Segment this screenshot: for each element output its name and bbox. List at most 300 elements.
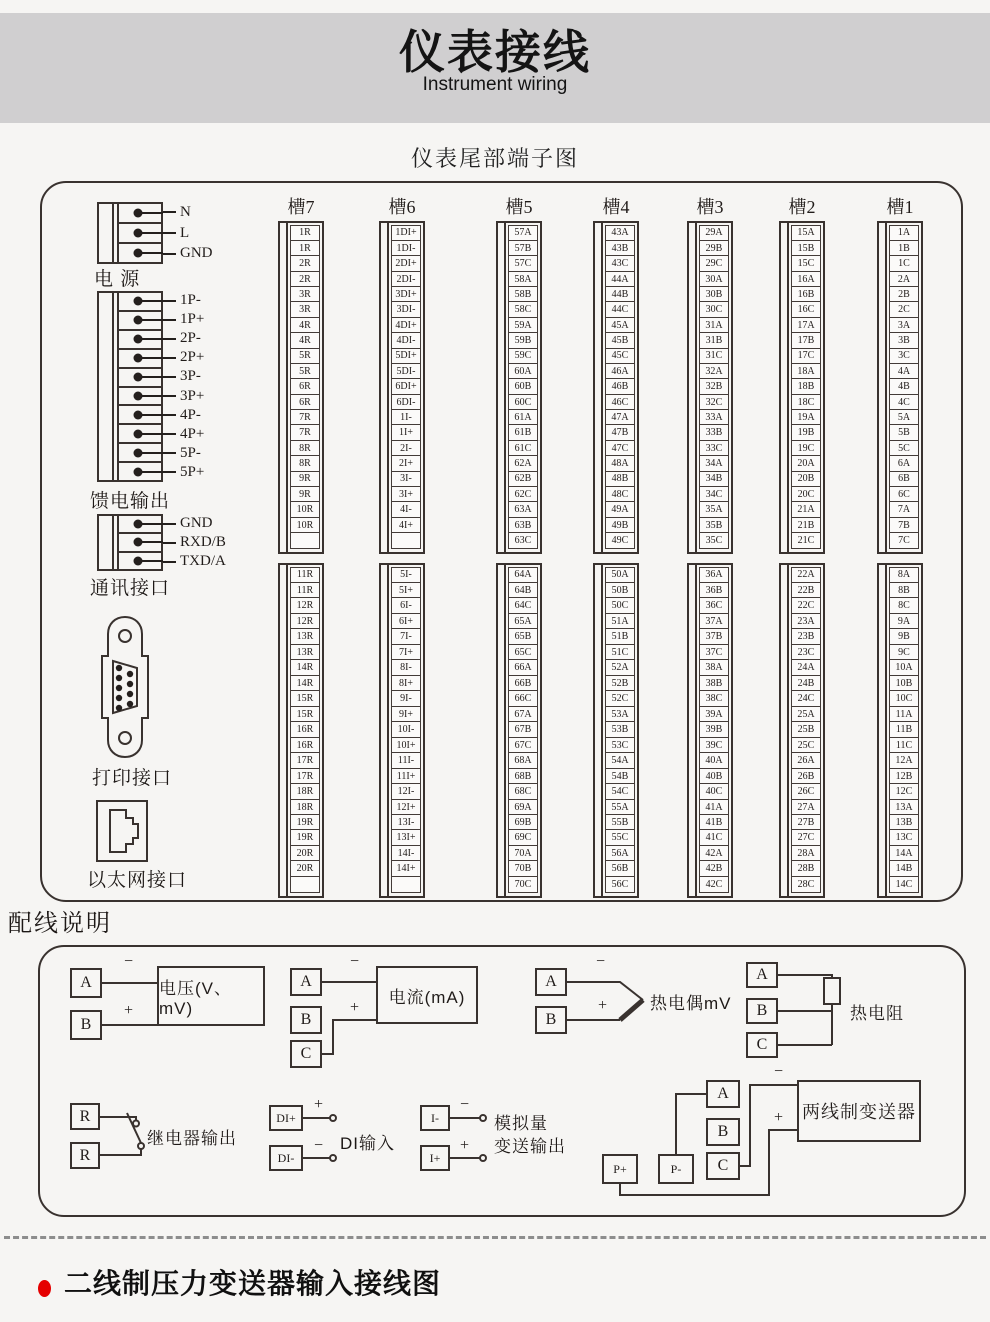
- terminal-cell: 39A: [699, 706, 729, 723]
- terminal-cell: 33B: [699, 424, 729, 441]
- terminal-cell: 41B: [699, 814, 729, 831]
- terminal-cell: 67B: [508, 721, 538, 738]
- terminal-cell: 34B: [699, 471, 729, 488]
- terminal-cell: 54C: [605, 783, 635, 800]
- slot-header-2: 槽2: [788, 197, 816, 217]
- lead-line: [163, 395, 176, 397]
- current-terminal-a: A: [290, 968, 322, 996]
- terminal-cell: 29B: [699, 240, 729, 257]
- terminal-cell: 17B: [791, 332, 821, 349]
- terminal-cell: 1R: [290, 225, 320, 242]
- slot2-lower-column: [779, 563, 825, 898]
- feed-cells: [119, 293, 161, 480]
- terminal-cell: 13I+: [391, 829, 421, 846]
- terminal-cell: 10I-: [391, 721, 421, 738]
- terminal-dot: [133, 391, 142, 400]
- terminal-cell: 24A: [791, 659, 821, 676]
- terminal-cell: 1I-: [391, 409, 421, 426]
- terminal-cell: 14R: [290, 675, 320, 692]
- slot4-lower-column: [593, 563, 639, 898]
- terminal-cell: 27C: [791, 829, 821, 846]
- terminal-label: N: [180, 203, 191, 220]
- terminal-cell: 64C: [508, 597, 538, 614]
- terminal-cell: 3DI+: [391, 286, 421, 303]
- terminal-cell: 42A: [699, 845, 729, 862]
- terminal-cell: 22A: [791, 567, 821, 584]
- terminal-cell: 46C: [605, 394, 635, 411]
- lead-line: [163, 357, 176, 359]
- terminal-cell: 16R: [290, 737, 320, 754]
- terminal-cell: 6C: [889, 486, 919, 503]
- terminal-cell: 11B: [889, 721, 919, 738]
- terminal-cell: 9A: [889, 613, 919, 630]
- slot-header-4: 槽4: [602, 197, 630, 217]
- column-spine: [280, 565, 288, 896]
- terminal-cell: 23A: [791, 613, 821, 630]
- terminal-cell: 16B: [791, 286, 821, 303]
- terminal-cell: 17R: [290, 768, 320, 785]
- terminal-cell: 61B: [508, 424, 538, 441]
- page-title: 仪表接线: [399, 26, 591, 78]
- terminal-cell: 46B: [605, 378, 635, 395]
- terminal-cell: 21A: [791, 501, 821, 518]
- terminal-cell: 29C: [699, 255, 729, 272]
- terminal-row: [163, 406, 204, 425]
- terminal-dot-cell: [119, 224, 161, 244]
- transmitter-p-plus-terminal: P+: [602, 1154, 638, 1184]
- terminal-cell: 69B: [508, 814, 538, 831]
- terminal-label: GND: [180, 245, 213, 262]
- terminal-cell: 13R: [290, 628, 320, 645]
- terminal-cell: 26C: [791, 783, 821, 800]
- terminal-cell: 61C: [508, 440, 538, 457]
- column-spine: [879, 565, 887, 896]
- lead-line: [163, 300, 176, 302]
- terminal-cell: 5R: [290, 363, 320, 380]
- slot6-lower-column: [379, 563, 425, 898]
- terminal-cell: 70A: [508, 845, 538, 862]
- terminal-cell: 3B: [889, 332, 919, 349]
- current-terminal-c: C: [290, 1040, 322, 1068]
- terminal-cell: 9I+: [391, 706, 421, 723]
- terminal-cell: 19C: [791, 440, 821, 457]
- terminal-cell: 55C: [605, 829, 635, 846]
- terminal-label: 4P-: [180, 406, 201, 423]
- rtd-terminal-a: A: [746, 962, 778, 988]
- terminal-cell: 52A: [605, 659, 635, 676]
- terminal-cell: 11A: [889, 706, 919, 723]
- terminal-cell: 23C: [791, 644, 821, 661]
- power-terminal-labels: [163, 202, 213, 264]
- terminal-cell: 66C: [508, 690, 538, 707]
- column-spine: [595, 223, 603, 552]
- terminal-dot: [133, 297, 142, 306]
- transmitter-p-minus-terminal: P-: [658, 1154, 694, 1184]
- terminal-cell: 18C: [791, 394, 821, 411]
- terminal-label: 2P+: [180, 349, 205, 366]
- terminal-cell: 43A: [605, 225, 635, 242]
- analog-plus-sign: +: [460, 1137, 470, 1154]
- voltage-plus-sign: +: [124, 1002, 134, 1019]
- lead-line: [163, 376, 176, 378]
- terminal-cell: 65C: [508, 644, 538, 661]
- di-plus-terminal: DI+: [269, 1105, 303, 1131]
- terminal-cell: 56C: [605, 876, 635, 893]
- terminal-cell: 70B: [508, 860, 538, 877]
- terminal-cell: 11C: [889, 737, 919, 754]
- di-minus-sign: −: [314, 1137, 324, 1154]
- terminal-cell: 30A: [699, 271, 729, 288]
- block-spine: [99, 293, 114, 480]
- slot5-lower-column: [496, 563, 542, 898]
- terminal-cell: 36C: [699, 597, 729, 614]
- column-spine: [280, 223, 288, 552]
- terminal-cell: 19A: [791, 409, 821, 426]
- terminal-cell: 10A: [889, 659, 919, 676]
- slot1-upper-column: [877, 221, 923, 554]
- terminal-cell: 45A: [605, 317, 635, 334]
- wiring-section-title: 配线说明: [8, 910, 112, 937]
- terminal-cell: 47A: [605, 409, 635, 426]
- terminal-cell: 12R: [290, 597, 320, 614]
- terminal-cell: 18R: [290, 783, 320, 800]
- terminal-cell: 10C: [889, 690, 919, 707]
- terminal-dot-cell: [119, 244, 161, 262]
- terminal-label: TXD/A: [180, 553, 226, 569]
- terminal-cell: 8R: [290, 455, 320, 472]
- slot2-upper-column: [779, 221, 825, 554]
- terminal-row: [163, 329, 204, 348]
- terminal-dot: [133, 410, 142, 419]
- current-plus-sign: +: [350, 999, 360, 1016]
- terminal-cell: 65B: [508, 628, 538, 645]
- lead-line: [163, 471, 176, 473]
- terminal-cell: 3R: [290, 286, 320, 303]
- terminal-cell: 63A: [508, 501, 538, 518]
- terminal-cell: 14B: [889, 860, 919, 877]
- terminal-cell: 68B: [508, 768, 538, 785]
- slot6-upper-column: [379, 221, 425, 554]
- terminal-cell: 12I+: [391, 799, 421, 816]
- terminal-cell: 23B: [791, 628, 821, 645]
- header-band: [0, 13, 990, 123]
- terminal-cell: 15C: [791, 255, 821, 272]
- terminal-cell: 64A: [508, 567, 538, 584]
- terminal-cell: 16R: [290, 721, 320, 738]
- terminal-row: [163, 533, 226, 552]
- wiring-box: [38, 945, 966, 1217]
- terminal-label: 2P-: [180, 330, 201, 347]
- terminal-cell: 6R: [290, 378, 320, 395]
- terminal-cell: 34A: [699, 455, 729, 472]
- terminal-cell: [290, 532, 320, 549]
- terminal-cell: 27B: [791, 814, 821, 831]
- terminal-cell: 25C: [791, 737, 821, 754]
- terminal-label: L: [180, 224, 190, 241]
- slot-header-3: 槽3: [696, 197, 724, 217]
- terminal-cell: 7B: [889, 517, 919, 534]
- terminal-cell: 62C: [508, 486, 538, 503]
- relay-label: 继电器输出: [147, 1129, 237, 1148]
- terminal-dot-cell: [119, 534, 161, 552]
- terminal-cell: 40C: [699, 783, 729, 800]
- terminal-dot: [133, 556, 142, 565]
- terminal-cell: 6DI-: [391, 394, 421, 411]
- terminal-cell: 3A: [889, 317, 919, 334]
- terminal-cell: 32B: [699, 378, 729, 395]
- lead-line: [163, 433, 176, 435]
- rtd-terminal-c: C: [746, 1032, 778, 1058]
- terminal-cell: 54B: [605, 768, 635, 785]
- terminal-cell: 3I-: [391, 471, 421, 488]
- terminal-cell: 2DI+: [391, 255, 421, 272]
- terminal-cell: 4R: [290, 332, 320, 349]
- terminal-cell: 4B: [889, 378, 919, 395]
- terminal-cell: [290, 876, 320, 893]
- terminal-cell: 3R: [290, 301, 320, 318]
- column-spine: [879, 223, 887, 552]
- terminal-cell: 8B: [889, 582, 919, 599]
- slot5-upper-column: [496, 221, 542, 554]
- terminal-label: 5P-: [180, 444, 201, 461]
- terminal-cell: 8R: [290, 440, 320, 457]
- terminal-cell: 13A: [889, 799, 919, 816]
- terminal-cell: 3I+: [391, 486, 421, 503]
- relay-terminal-r2: R: [70, 1142, 100, 1169]
- current-device-box: 电流(mA): [376, 966, 478, 1024]
- terminal-cell: 17A: [791, 317, 821, 334]
- terminal-cell: 56A: [605, 845, 635, 862]
- terminal-cell: 14C: [889, 876, 919, 893]
- terminal-label: 3P-: [180, 368, 201, 385]
- terminal-cell: 9I-: [391, 690, 421, 707]
- terminal-cell: 41A: [699, 799, 729, 816]
- feed-terminal-block: [97, 291, 163, 482]
- terminal-cell: 35C: [699, 532, 729, 549]
- terminal-cell: 52C: [605, 690, 635, 707]
- terminal-cell: 37C: [699, 644, 729, 661]
- slot3-upper-column: [687, 221, 733, 554]
- terminal-dot: [133, 229, 142, 238]
- terminal-label: 5P+: [180, 463, 205, 480]
- terminal-cell: 12B: [889, 768, 919, 785]
- column-spine: [381, 565, 389, 896]
- terminal-cell: 4DI-: [391, 332, 421, 349]
- terminal-cell: 16C: [791, 301, 821, 318]
- db9-connector-icon: [99, 616, 151, 758]
- terminal-cell: 27A: [791, 799, 821, 816]
- terminal-dot-cell: [119, 388, 161, 407]
- red-bullet: [38, 1280, 51, 1297]
- terminal-cell: 60C: [508, 394, 538, 411]
- terminal-row: [163, 348, 204, 367]
- tc-terminal-b: B: [535, 1006, 567, 1034]
- rtd-terminal-b: B: [746, 998, 778, 1024]
- terminal-dot: [133, 538, 142, 547]
- terminal-cell: 50B: [605, 582, 635, 599]
- terminal-label: 1P+: [180, 311, 205, 328]
- terminal-label: 3P+: [180, 387, 205, 404]
- terminal-cell: 1I+: [391, 424, 421, 441]
- terminal-cell: 2R: [290, 271, 320, 288]
- terminal-dot-cell: [119, 406, 161, 425]
- terminal-cell: 70C: [508, 876, 538, 893]
- terminal-label: 1P-: [180, 292, 201, 309]
- terminal-cell: 43B: [605, 240, 635, 257]
- analog-i-minus-terminal: I-: [420, 1105, 450, 1131]
- slot7-lower-column: [278, 563, 324, 898]
- terminal-cell: 7A: [889, 501, 919, 518]
- terminal-dot-cell: [119, 312, 161, 331]
- terminal-cell: 14I+: [391, 860, 421, 877]
- terminal-cell: 34C: [699, 486, 729, 503]
- terminal-cell: 9R: [290, 471, 320, 488]
- terminal-cell: 37B: [699, 628, 729, 645]
- terminal-cell: 1DI-: [391, 240, 421, 257]
- terminal-cell: 39C: [699, 737, 729, 754]
- slot-header-7: 槽7: [287, 197, 315, 217]
- terminal-cell: 55B: [605, 814, 635, 831]
- terminal-cell: 12I-: [391, 783, 421, 800]
- terminal-cell: 15B: [791, 240, 821, 257]
- terminal-cell: 18A: [791, 363, 821, 380]
- terminal-dot-cell: [119, 553, 161, 569]
- terminal-cell: 53A: [605, 706, 635, 723]
- terminal-cell: 12A: [889, 752, 919, 769]
- terminal-cell: 4A: [889, 363, 919, 380]
- terminal-cell: 50A: [605, 567, 635, 584]
- terminal-cell: 30C: [699, 301, 729, 318]
- terminal-cell: 18B: [791, 378, 821, 395]
- power-terminal-block: [97, 202, 163, 264]
- terminal-cell: 4C: [889, 394, 919, 411]
- terminal-cell: 2B: [889, 286, 919, 303]
- terminal-cell: 21B: [791, 517, 821, 534]
- terminal-cell: 28C: [791, 876, 821, 893]
- print-group-label: 打印接口: [92, 768, 173, 789]
- terminal-row: [163, 425, 204, 444]
- terminal-cell: 8I+: [391, 675, 421, 692]
- di-label: DI输入: [340, 1134, 395, 1153]
- terminal-cell: 2C: [889, 301, 919, 318]
- terminal-row: [163, 243, 213, 264]
- voltage-device-box: 电压(V、mV): [157, 966, 265, 1026]
- terminal-label: GND: [180, 515, 213, 531]
- terminal-cell: 1R: [290, 240, 320, 257]
- terminal-cell: 29A: [699, 225, 729, 242]
- terminal-dot-cell: [119, 331, 161, 350]
- terminal-cell: 51A: [605, 613, 635, 630]
- column-spine: [689, 565, 697, 896]
- transmitter-device-box: 两线制变送器: [797, 1080, 921, 1142]
- current-terminal-b: B: [290, 1006, 322, 1034]
- terminal-cell: 13I-: [391, 814, 421, 831]
- terminal-dot: [133, 520, 142, 529]
- tc-terminal-a: A: [535, 968, 567, 996]
- terminal-row: [163, 514, 226, 533]
- lead-line: [163, 211, 176, 213]
- rj45-port-icon: [96, 800, 148, 862]
- terminal-cell: 68C: [508, 783, 538, 800]
- feed-terminal-labels: [163, 291, 204, 482]
- terminal-cell: 36B: [699, 582, 729, 599]
- terminal-dot-cell: [119, 204, 161, 224]
- terminal-cell: 69C: [508, 829, 538, 846]
- column-spine: [781, 565, 789, 896]
- terminal-cell: 53C: [605, 737, 635, 754]
- slot-header-5: 槽5: [505, 197, 533, 217]
- lead-line: [163, 452, 176, 454]
- terminal-cell: 10I+: [391, 737, 421, 754]
- di-plus-sign: +: [314, 1096, 324, 1113]
- terminal-cell: 2I-: [391, 440, 421, 457]
- terminal-cell: 6R: [290, 394, 320, 411]
- terminal-cell: [391, 532, 421, 549]
- tc-minus-sign: −: [596, 953, 606, 970]
- column-spine: [689, 223, 697, 552]
- terminal-cell: 54A: [605, 752, 635, 769]
- terminal-dot-cell: [119, 369, 161, 388]
- terminal-cell: 32C: [699, 394, 729, 411]
- terminal-cell: 28B: [791, 860, 821, 877]
- terminal-row: [163, 223, 213, 244]
- terminal-cell: 67A: [508, 706, 538, 723]
- terminal-cell: 26A: [791, 752, 821, 769]
- terminal-cell: 60A: [508, 363, 538, 380]
- terminal-cell: 17C: [791, 348, 821, 365]
- terminal-diagram-title: 仪表尾部端子图: [410, 146, 579, 171]
- block-spine: [99, 204, 114, 262]
- lead-line: [163, 414, 176, 416]
- terminal-cell: 2A: [889, 271, 919, 288]
- terminal-cell: 38A: [699, 659, 729, 676]
- terminal-cell: 7C: [889, 532, 919, 549]
- column-spine: [498, 565, 506, 896]
- terminal-cell: 19R: [290, 829, 320, 846]
- terminal-cell: 18R: [290, 799, 320, 816]
- terminal-cell: 20R: [290, 860, 320, 877]
- terminal-cell: 4R: [290, 317, 320, 334]
- terminal-cell: 9R: [290, 486, 320, 503]
- comm-group-label: 通讯接口: [90, 578, 171, 599]
- terminal-cell: 42C: [699, 876, 729, 893]
- terminal-cell: 1DI+: [391, 225, 421, 242]
- terminal-cell: 5DI-: [391, 363, 421, 380]
- terminal-cell: 58A: [508, 271, 538, 288]
- terminal-cell: 26B: [791, 768, 821, 785]
- terminal-cell: 14I-: [391, 845, 421, 862]
- terminal-cell: 3DI-: [391, 301, 421, 318]
- comm-terminal-block: [97, 514, 163, 571]
- terminal-dot: [133, 209, 142, 218]
- terminal-cell: 35A: [699, 501, 729, 518]
- terminal-cell: 20A: [791, 455, 821, 472]
- terminal-cell: 6A: [889, 455, 919, 472]
- terminal-cell: 6I-: [391, 597, 421, 614]
- terminal-cell: 11R: [290, 567, 320, 584]
- terminal-cell: 8I-: [391, 659, 421, 676]
- analog-label-line1: 模拟量: [494, 1114, 548, 1133]
- terminal-cell: 5DI+: [391, 348, 421, 365]
- slot7-upper-column: [278, 221, 324, 554]
- terminal-cell: 24C: [791, 690, 821, 707]
- terminal-cell: 49A: [605, 501, 635, 518]
- terminal-label: 4P+: [180, 425, 205, 442]
- voltage-terminal-b: B: [70, 1010, 102, 1040]
- terminal-dot-cell: [119, 425, 161, 444]
- terminal-cell: 51B: [605, 628, 635, 645]
- comm-terminal-labels: [163, 514, 226, 571]
